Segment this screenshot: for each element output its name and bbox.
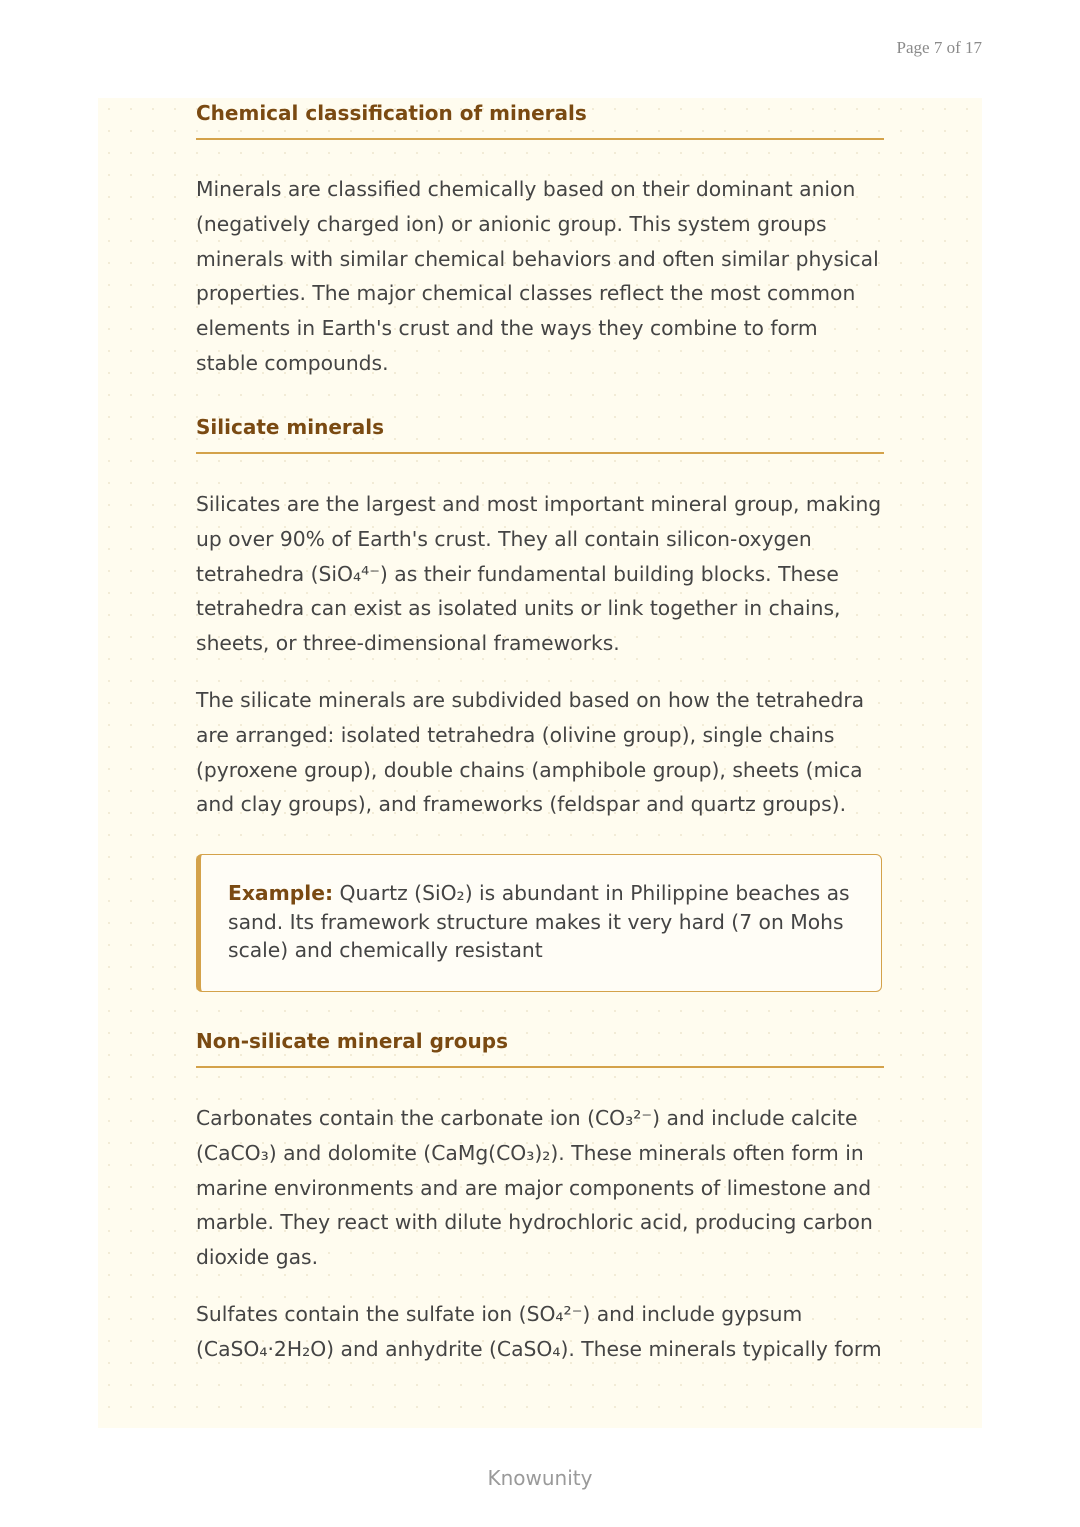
heading-divider (196, 138, 884, 140)
footer-brand: Knowunity (487, 1466, 593, 1490)
example-content (228, 879, 858, 965)
paragraph: Sulfates contain the sulfate ion (SO₄²⁻) and include gypsum (CaSO₄·2H₂O) and anhydrite (CaSO₄). These minerals typically form (196, 1302, 882, 1361)
paragraph: The silicate minerals are subdivided based on how the tetrahedra are arranged: isolated tetrahedra (olivine group), single chains (pyroxene group), double chains (amphibole group), sheets (mica and clay groups), and frameworks (feldspar and quartz groups). (196, 688, 865, 817)
section-silicate-minerals (196, 413, 884, 454)
paragraph: Silicates are the largest and most important mineral group, making up over 90% of Earth's crust. They all contain silicon-oxygen tetrahedra (SiO₄⁴⁻) as their fundamental building blocks. These tetrahedra can exist as isolated units or link together in chains, sheets, or three-dimensional frameworks. (196, 492, 882, 656)
section-body (196, 172, 884, 381)
paragraph: Minerals are classified chemically based on their dominant anion (negatively charged ion) or anionic group. This system groups minerals with similar chemical behaviors and often similar physical properties. The major chemical classes reflect the most common elements in Earth's crust and the ways they combine to form stable compounds. (196, 177, 879, 375)
section-body (196, 1101, 884, 1275)
page-number: Page 7 of 17 (896, 38, 982, 57)
heading-divider (196, 1066, 884, 1068)
section-non-silicate (196, 1027, 884, 1068)
document-sheet (98, 98, 982, 1428)
section-chemical-classification (196, 98, 884, 140)
section-heading: Silicate minerals (196, 415, 385, 439)
section-heading: Non-silicate mineral groups (196, 1029, 508, 1053)
section-body (196, 1297, 884, 1367)
example-callout (196, 854, 882, 992)
paragraph: Carbonates contain the carbonate ion (CO₃²⁻) and include calcite (CaCO₃) and dolomite (CaMg(CO₃)₂). These minerals often form in marine environments and are major components of limestone and marble. They react with dilute hydrochloric acid, producing carbon dioxide gas. (196, 1106, 873, 1270)
section-body (196, 683, 884, 822)
example-text: Quartz (SiO₂) is abundant in Philippine beaches as sand. Its framework structure makes it very hard (7 on Mohs scale) and chemically resistant (228, 881, 850, 962)
section-heading: Chemical classification of minerals (196, 101, 587, 125)
section-body (196, 487, 884, 661)
example-label: Example: (228, 881, 334, 905)
heading-divider (196, 452, 884, 454)
